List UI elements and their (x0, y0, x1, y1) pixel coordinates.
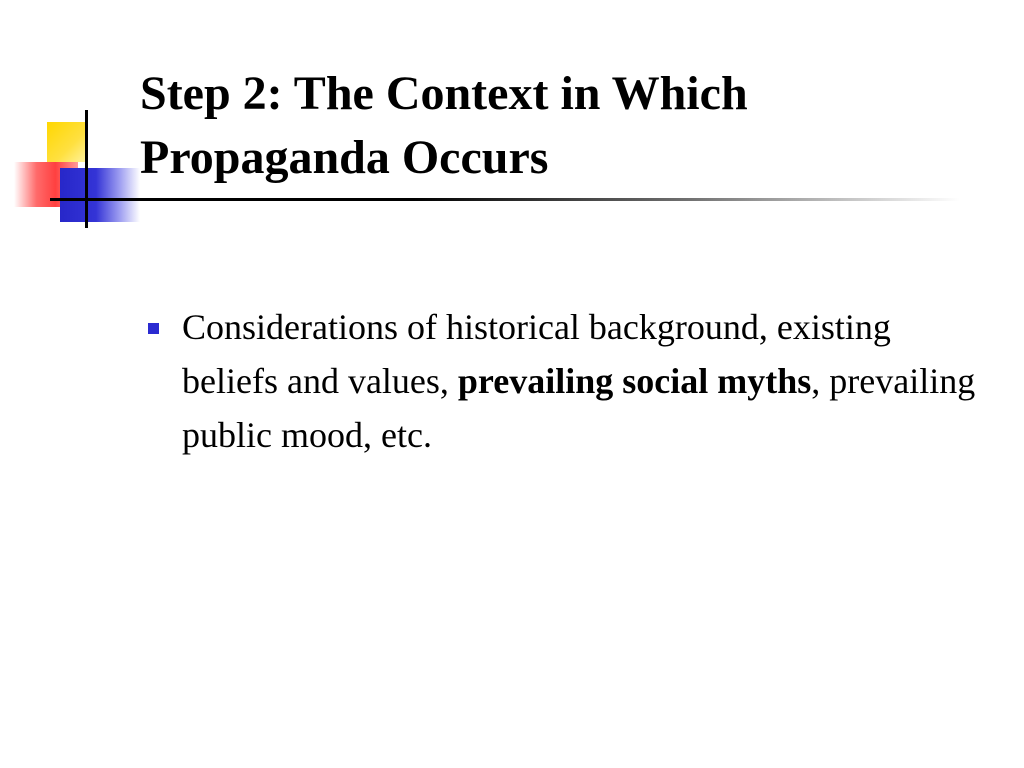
bullet-text (182, 307, 975, 455)
corner-ornament (0, 0, 150, 240)
yellow-square-decoration (47, 122, 87, 162)
slide-title (140, 62, 980, 190)
title-underline-rule (50, 198, 960, 201)
vertical-rule (85, 110, 88, 228)
slide-title-line-2: Propaganda Occurs (140, 131, 549, 184)
bullet-list (140, 300, 980, 462)
slide-title-line-1: Step 2: The Context in Which (140, 67, 748, 120)
bullet-text-part-2: , prevailing public mood, etc. (182, 361, 976, 455)
square-bullet-icon (148, 323, 159, 334)
bullet-text-bold: prevailing social myths (457, 361, 812, 401)
bullet-item (140, 300, 980, 462)
bullet-text-part-1: Considerations of historical background, existing beliefs and values, (182, 307, 891, 401)
blue-square-decoration (60, 168, 140, 222)
